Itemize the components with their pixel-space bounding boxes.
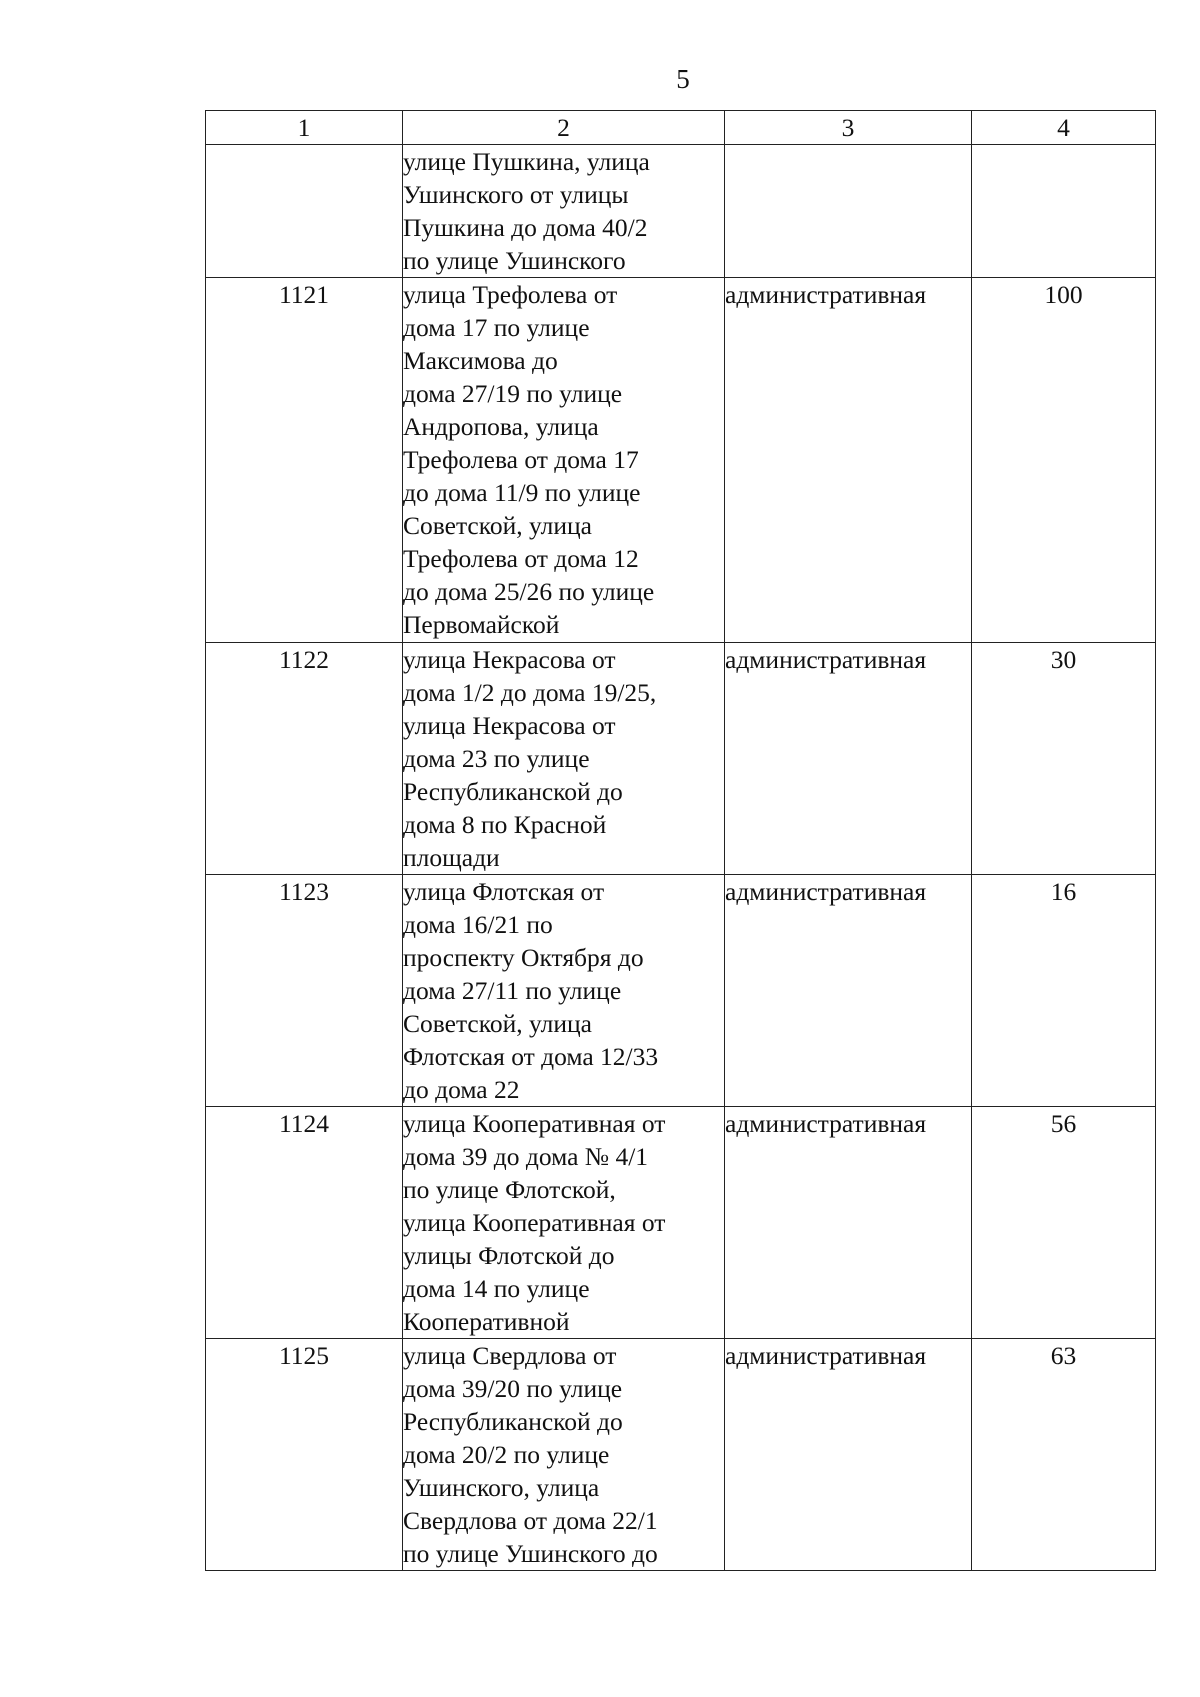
description-line: дома 27/19 по улице <box>403 379 623 408</box>
description-line: дома 27/11 по улице <box>403 976 622 1005</box>
description-line: Трефолева от дома 12 <box>403 544 639 573</box>
description-line: Республиканской до <box>403 1407 623 1436</box>
street-category: административная <box>725 278 972 643</box>
street-category: административная <box>725 875 972 1107</box>
table-row <box>206 145 1156 278</box>
description-line: проспекту Октября до <box>403 943 644 972</box>
table-row <box>206 875 1156 1107</box>
description-line: по улице Ушинского <box>403 246 626 275</box>
description-line: улица Некрасова от <box>403 645 616 674</box>
row-value <box>972 145 1156 278</box>
description-line: Кооперативной <box>403 1307 570 1336</box>
table-header-row <box>206 111 1156 145</box>
street-description <box>403 1107 725 1339</box>
table-row <box>206 643 1156 875</box>
description-line: площади <box>403 843 500 872</box>
row-value: 63 <box>972 1339 1156 1571</box>
street-description <box>403 278 725 643</box>
description-line: до дома 11/9 по улице <box>403 478 641 507</box>
description-line: улице Пушкина, улица <box>403 147 650 176</box>
street-table <box>205 110 1156 1571</box>
description-line: дома 1/2 до дома 19/25, <box>403 678 657 707</box>
description-line: улица Трефолева от <box>403 280 618 309</box>
description-line: улица Некрасова от <box>403 711 616 740</box>
description-line: Максимова до <box>403 346 558 375</box>
description-line: Андропова, улица <box>403 412 599 441</box>
description-line: Трефолева от дома 17 <box>403 445 639 474</box>
street-description <box>403 875 725 1107</box>
description-line: по улице Ушинского до <box>403 1539 658 1568</box>
description-line: Советской, улица <box>403 511 592 540</box>
row-value: 30 <box>972 643 1156 875</box>
row-value: 16 <box>972 875 1156 1107</box>
street-description <box>403 1339 725 1571</box>
column-header: 4 <box>972 111 1156 145</box>
column-header: 1 <box>206 111 403 145</box>
row-value: 100 <box>972 278 1156 643</box>
row-value: 56 <box>972 1107 1156 1339</box>
street-category: административная <box>725 1339 972 1571</box>
row-number: 1122 <box>206 643 403 875</box>
street-description <box>403 145 725 278</box>
description-line: улица Кооперативная от <box>403 1109 666 1138</box>
description-line: улицы Флотской до <box>403 1241 615 1270</box>
description-line: дома 14 по улице <box>403 1274 590 1303</box>
row-number: 1121 <box>206 278 403 643</box>
description-line: улица Флотская от <box>403 877 605 906</box>
street-category: административная <box>725 1107 972 1339</box>
column-header: 3 <box>725 111 972 145</box>
description-line: Ушинского, улица <box>403 1473 600 1502</box>
description-line: Флотская от дома 12/33 <box>403 1042 659 1071</box>
description-line: дома 17 по улице <box>403 313 590 342</box>
description-line: дома 39/20 по улице <box>403 1374 623 1403</box>
table-row <box>206 278 1156 643</box>
description-line: Советской, улица <box>403 1009 592 1038</box>
description-line: Республиканской до <box>403 777 623 806</box>
table-row <box>206 1107 1156 1339</box>
description-line: Первомайской <box>403 610 560 639</box>
description-line: улица Свердлова от <box>403 1341 617 1370</box>
description-line: по улице Флотской, <box>403 1175 616 1204</box>
description-line: Свердлова от дома 22/1 <box>403 1506 658 1535</box>
page-number: 5 <box>676 64 690 94</box>
street-description <box>403 643 725 875</box>
description-line: Ушинского от улицы <box>403 180 629 209</box>
row-number <box>206 145 403 278</box>
description-line: дома 16/21 по <box>403 910 553 939</box>
description-line: до дома 25/26 по улице <box>403 577 655 606</box>
street-category: административная <box>725 643 972 875</box>
description-line: дома 8 по Красной <box>403 810 607 839</box>
description-line: Пушкина до дома 40/2 <box>403 213 648 242</box>
row-number: 1125 <box>206 1339 403 1571</box>
description-line: до дома 22 <box>403 1075 520 1104</box>
row-number: 1124 <box>206 1107 403 1339</box>
table-row <box>206 1339 1156 1571</box>
description-line: улица Кооперативная от <box>403 1208 666 1237</box>
street-category <box>725 145 972 278</box>
description-line: дома 20/2 по улице <box>403 1440 610 1469</box>
column-header: 2 <box>403 111 725 145</box>
description-line: дома 23 по улице <box>403 744 590 773</box>
description-line: дома 39 до дома № 4/1 <box>403 1142 649 1171</box>
row-number: 1123 <box>206 875 403 1107</box>
